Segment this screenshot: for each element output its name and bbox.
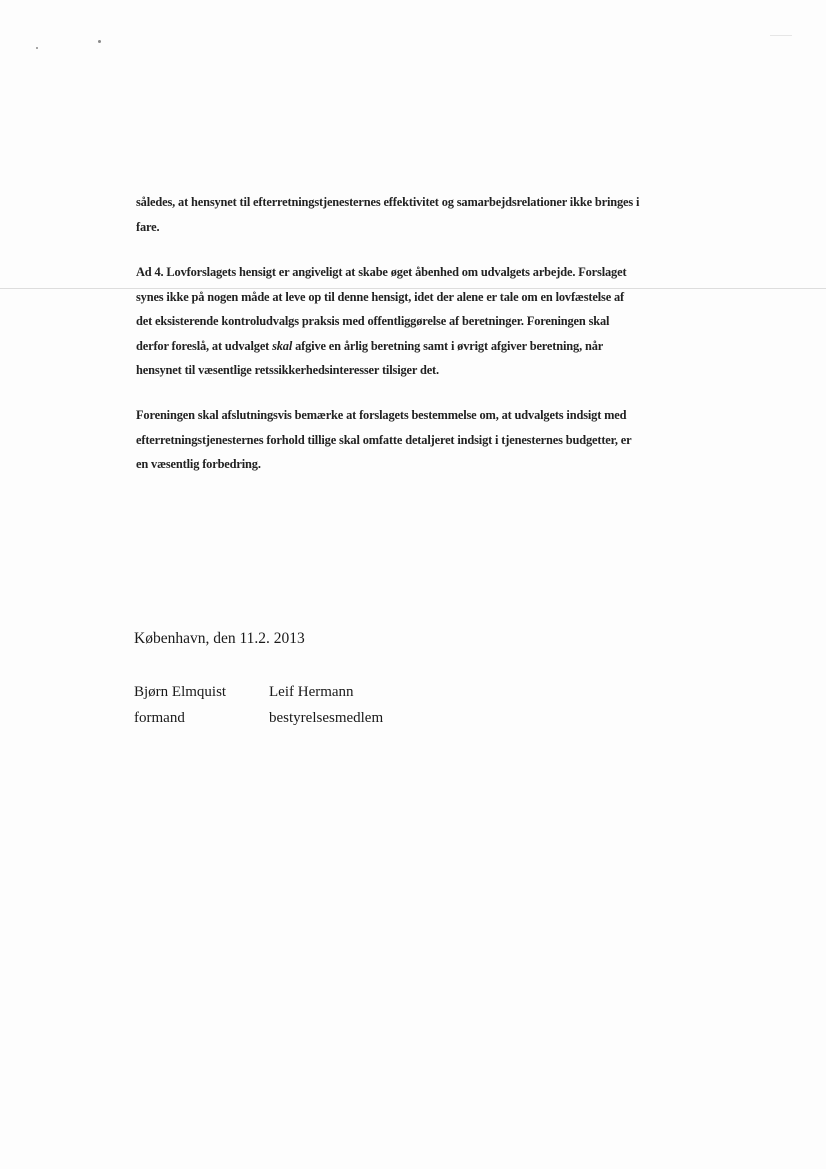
place-and-date: København, den 11.2. 2013 xyxy=(134,630,305,647)
signatory-block-2 xyxy=(269,679,383,731)
text-segment: afgive en årlig beretning samt i øvrigt afgiver beretning, når xyxy=(292,338,604,353)
text-line: det eksisterende kontroludvalgs praksis med offentliggørelse af beretninger. Foreningen skal xyxy=(136,314,610,328)
signatory-role: formand xyxy=(134,710,185,726)
scan-speck xyxy=(36,47,38,49)
text-line: således, at hensynet til efterretningstjenesternes effektivitet og samarbejdsrelationer ikke bringes i xyxy=(136,195,640,209)
emphasis-skal: skal xyxy=(272,338,293,353)
signatory-block-1 xyxy=(134,679,226,731)
text-line: en væsentlig forbedring. xyxy=(136,457,261,471)
signatory-name: Leif Hermann xyxy=(269,684,354,700)
text-segment: derfor foreslå, at udvalget xyxy=(136,338,273,353)
paragraph-continuation xyxy=(136,190,676,239)
text-line xyxy=(136,334,676,359)
text-line: synes ikke på nogen måde at leve op til denne hensigt, idet der alene er tale om en lovfæstelse af xyxy=(136,289,625,304)
paragraph-ad-4 xyxy=(136,260,676,383)
scan-speck xyxy=(770,35,792,36)
scan-speck xyxy=(98,40,101,43)
text-line: hensynet til væsentlige retssikkerhedsinteresser tilsiger det. xyxy=(136,363,439,377)
text-line: fare. xyxy=(136,219,160,234)
signatory-role: bestyrelsesmedlem xyxy=(269,710,384,726)
text-line: Foreningen skal afslutningsvis bemærke at forslagets bestemmelse om, at udvalgets indsigt med xyxy=(136,408,627,422)
text-line: efterretningstjenesternes forhold tillige skal omfatte detaljeret indsigt i tjenesternes budgetter, er xyxy=(136,432,632,447)
text-line: Ad 4. Lovforslagets hensigt er angiveligt at skabe øget åbenhed om udvalgets arbejde. Forslaget xyxy=(136,265,627,279)
paragraph-closing-remark xyxy=(136,403,676,477)
signatory-name: Bjørn Elmquist xyxy=(134,684,227,700)
